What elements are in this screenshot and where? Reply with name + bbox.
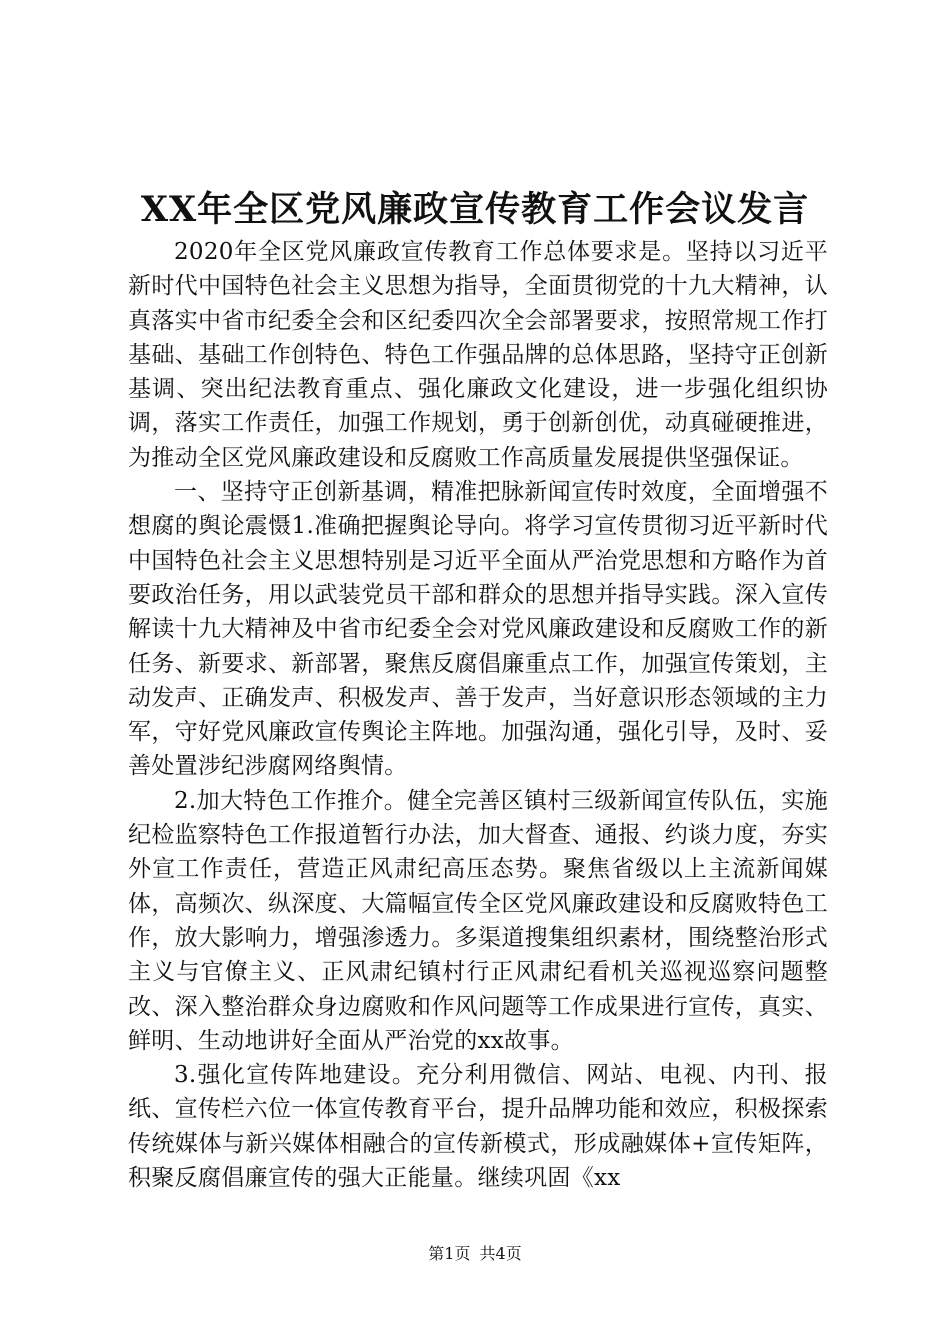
paragraph-item-2: 2.加大特色工作推介。健全完善区镇村三级新闻宣传队伍，实施纪检监察特色工作报道暂行办法，加大督查、通报、约谈力度，夯实外宣工作责任，营造正风肃纪高压态势。聚焦省级以上主流新闻媒体，高频次、纵深度、大篇幅宣传全区党风廉政建设和反腐败特色工作，放大影响力，增强渗透力。多渠道搜集组织素材，围绕整治形式主义与官僚主义、正风肃纪镇村行正风肃纪看机关巡视巡察问题整改、深入整治群众身边腐败和作风问题等工作成果进行宣传，真实、鲜明、生动地讲好全面从严治党的xx故事。 <box>128 787 828 1054</box>
document-body <box>128 235 828 1195</box>
document-title: XX年全区党风廉政宣传教育工作会议发言 <box>140 189 810 230</box>
page-total: 共4页 <box>479 1244 522 1263</box>
paragraph-item-3: 3.强化宣传阵地建设。充分利用微信、网站、电视、内刊、报纸、宣传栏六位一体宣传教育平台，提升品牌功能和效应，积极探索传统媒体与新兴媒体相融合的宣传新模式，形成融媒体+宣传矩阵，积聚反腐倡廉宣传的强大正能量。继续巩固《xx <box>128 1062 828 1192</box>
paragraph-section-1: 一、坚持守正创新基调，精准把脉新闻宣传时效度，全面增强不想腐的舆论震慑1.准确把握舆论导向。将学习宣传贯彻习近平新时代中国特色社会主义思想特别是习近平全面从严治党思想和方略作为首要政治任务，用以武装党员干部和群众的思想并指导实践。深入宣传解读十九大精神及中省市纪委全会对党风廉政建设和反腐败工作的新任务、新要求、新部署，聚焦反腐倡廉重点工作，加强宣传策划，主动发声、正确发声、积极发声、善于发声，当好意识形态领域的主力军，守好党风廉政宣传舆论主阵地。加强沟通，强化引导，及时、妥善处置涉纪涉腐网络舆情。 <box>128 479 828 780</box>
page-number: 第1页 <box>428 1244 471 1263</box>
page-footer <box>0 1243 950 1265</box>
paragraph-intro: 2020年全区党风廉政宣传教育工作总体要求是。坚持以习近平新时代中国特色社会主义思想为指导，全面贯彻党的十九大精神，认真落实中省市纪委全会和区纪委四次全会部署要求，按照常规工作打基础、基础工作创特色、特色工作强品牌的总体思路，坚持守正创新基调、突出纪法教育重点、强化廉政文化建设，进一步强化组织协调，落实工作责任，加强工作规划，勇于创新创优，动真碰硬推进，为推动全区党风廉政建设和反腐败工作高质量发展提供坚强保证。 <box>128 239 828 471</box>
